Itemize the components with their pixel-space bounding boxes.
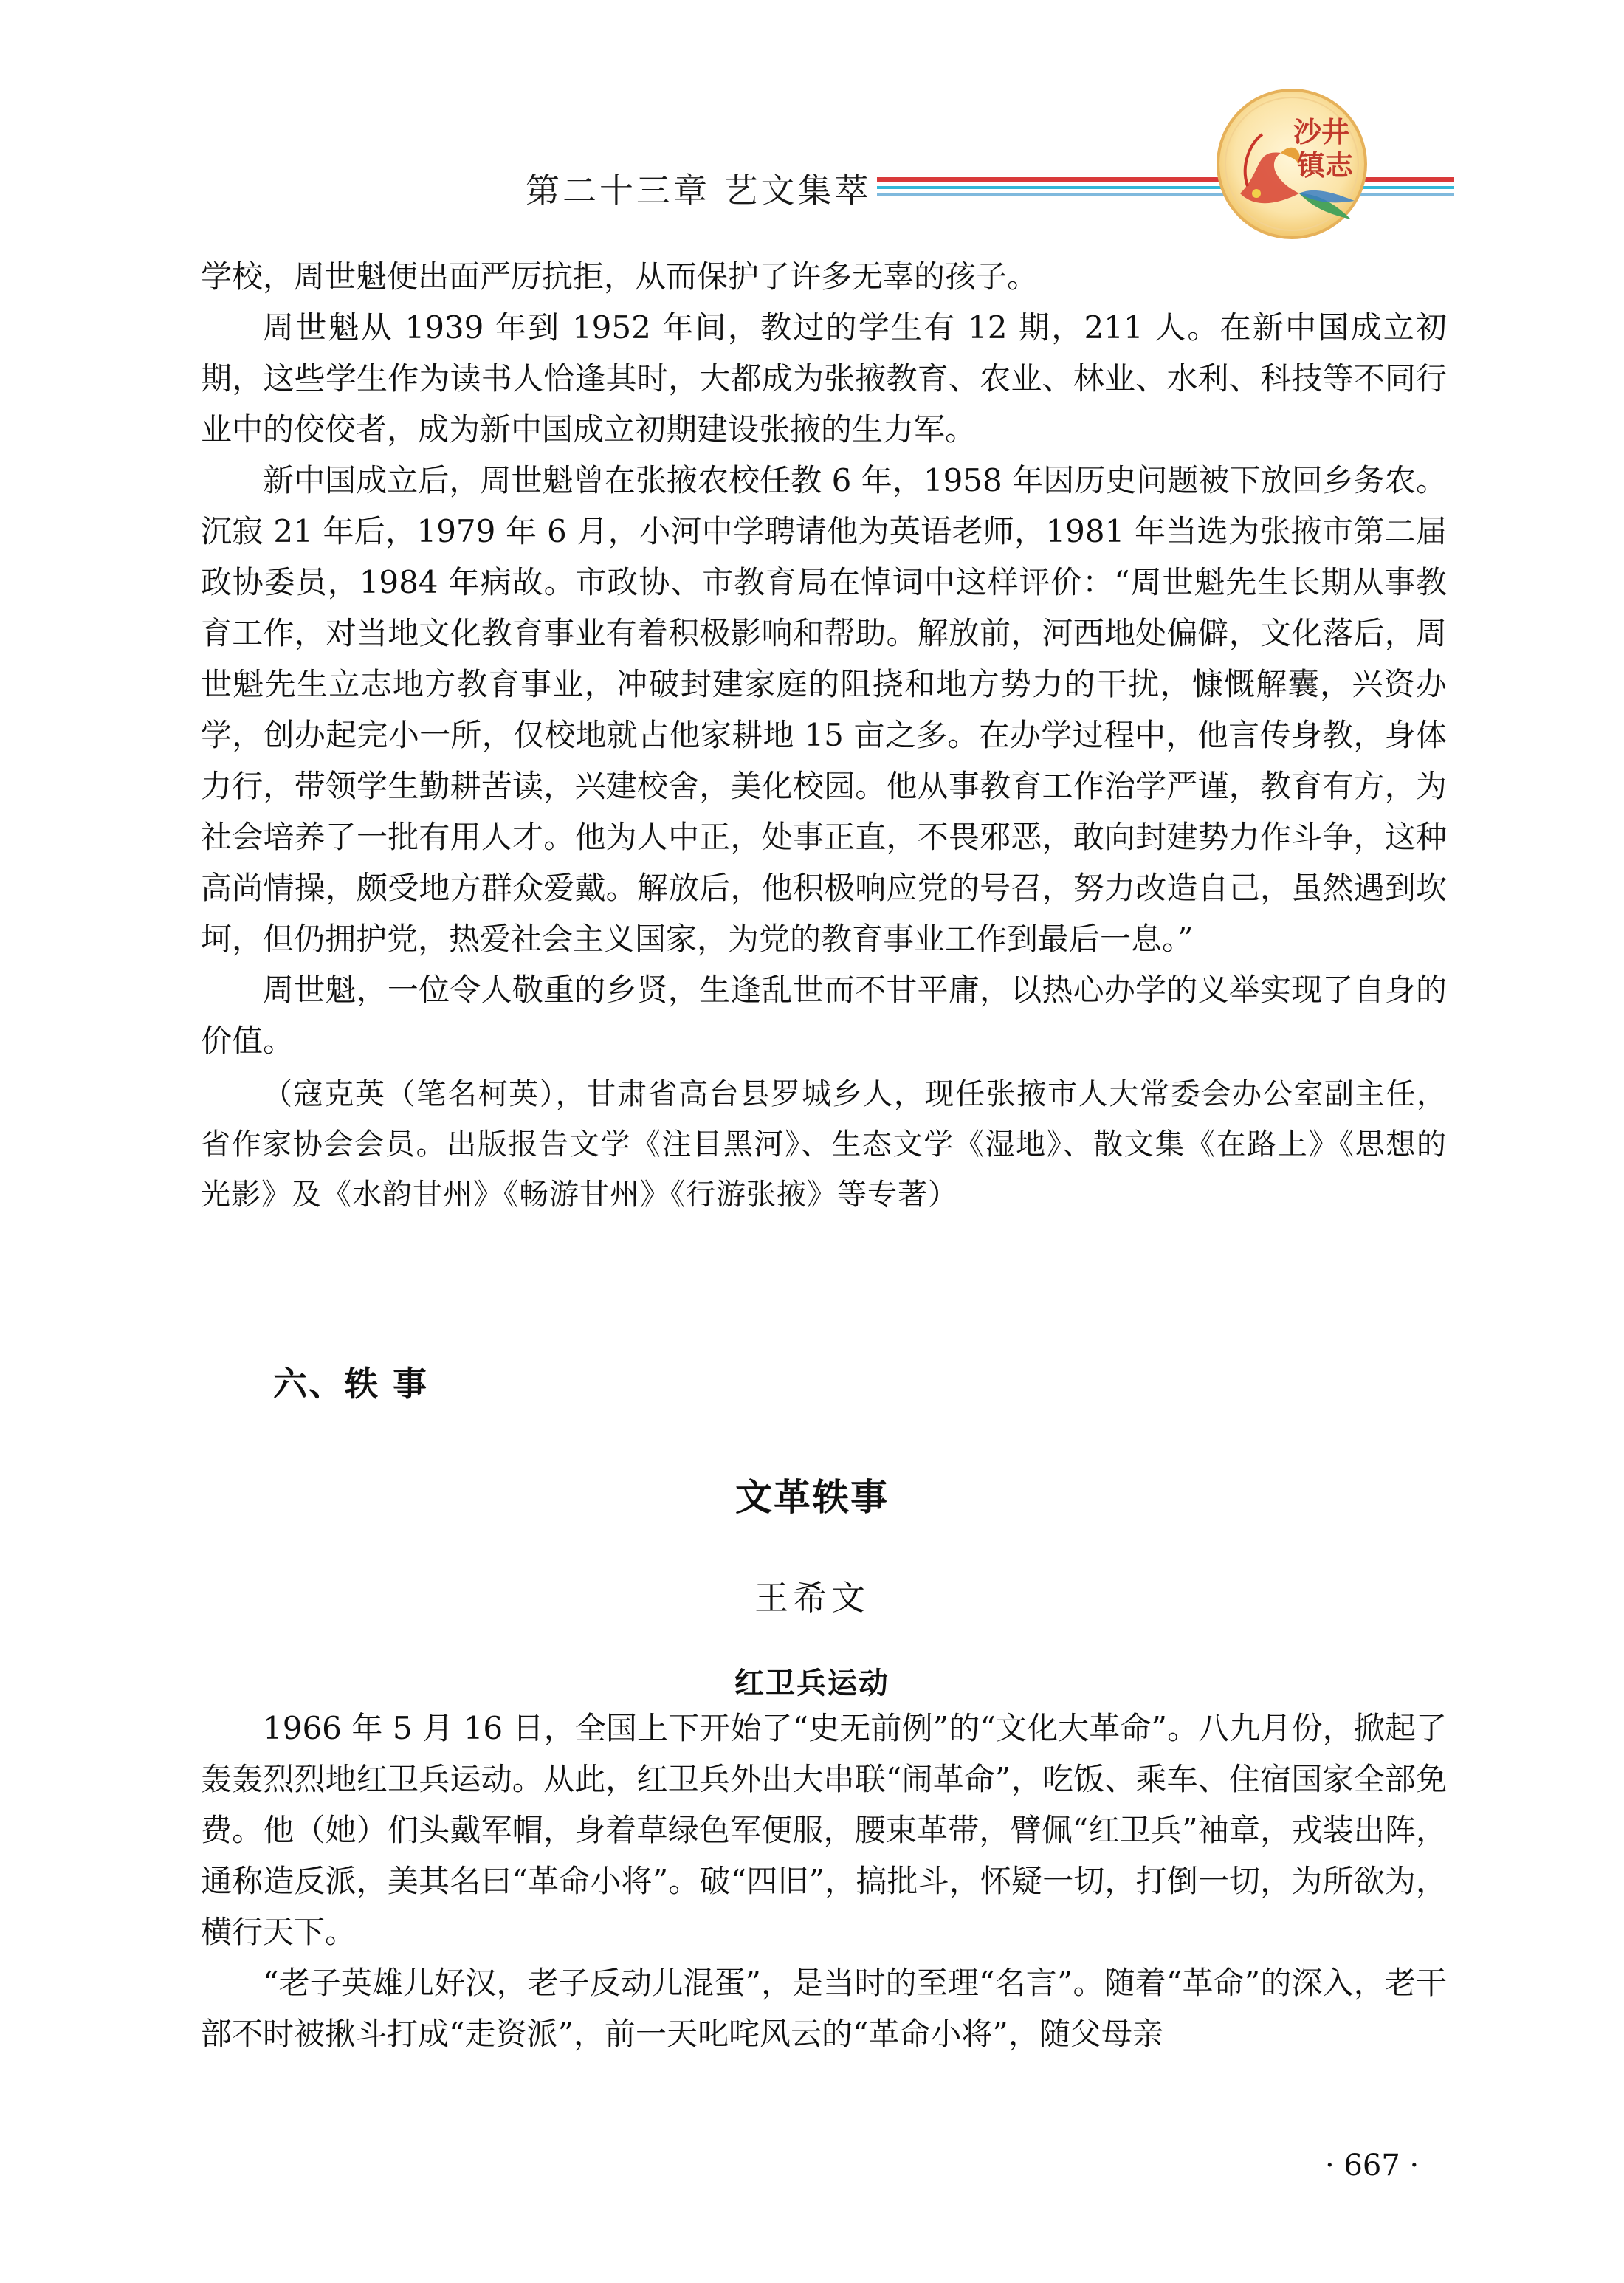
page-header	[0, 0, 1624, 244]
paragraph: 新中国成立后，周世魁曾在张掖农校任教 6 年，1958 年因历史问题被下放回乡务农。沉寂 21 年后，1979 年 6 月，小河中学聘请他为英语老师，1981 年当选为张掖市第二届政协委员，1984 年病故。市政协、市教育局在悼词中这样评价：“周世魁先生长期从事教育工作，对当地文化教育事业有着积极影响和帮助。解放前，河西地处偏僻，文化落后，周世魁先生立志地方教育事业，冲破封建家庭的阻挠和地方势力的干扰，慷慨解囊，兴资办学，创办起完小一所，仅校地就占他家耕地 15 亩之多。在办学过程中，他言传身教，身体力行，带领学生勤耕苦读，兴建校舍，美化校园。他从事教育工作治学严谨，教育有方，为社会培养了一批有用人才。他为人中正，处事正直，不畏邪恶，敢向封建势力作斗争，这种高尚情操，颇受地方群众爱戴。解放后，他积极响应党的号召，努力改造自己，虽然遇到坎坷，但仍拥护党，热爱社会主义国家，为党的教育事业工作到最后一息。”	[201, 462, 1447, 957]
paragraph: 周世魁，一位令人敬重的乡贤，生逢乱世而不甘平庸，以热心办学的义举实现了自身的价值。	[201, 972, 1447, 1059]
main-text	[201, 251, 1447, 1220]
paragraph: 学校，周世魁便出面严厉抗拒，从而保护了许多无辜的孩子。	[201, 258, 1039, 295]
page-number: · 667 ·	[1325, 2149, 1420, 2183]
seal-text-line2: 镇志	[1296, 148, 1354, 182]
paragraph: 1966 年 5 月 16 日，全国上下开始了“史无前例”的“文化大革命”。八九月份，掀起了轰轰烈烈地红卫兵运动。从此，红卫兵外出大串联“闹革命”，吃饭、乘车、住宿国家全部免费。他（她）们头戴军帽，身着草绿色军便服，腰束革带，臂佩“红卫兵”袖章，戎装出阵，通称造反派，美其名曰“革命小将”。破“四旧”，搞批斗，怀疑一切，打倒一切，为所欲为，横行天下。	[201, 1710, 1447, 1950]
article-author: 王希文	[754, 1578, 870, 1618]
section-heading: 六、轶 事	[273, 1364, 429, 1404]
town-chronicle-seal-logo	[1211, 83, 1373, 245]
paragraph: 周世魁从 1939 年到 1952 年间，教过的学生有 12 期，211 人。在新中国成立初期，这些学生作为读书人恰逢其时，大都成为张掖教育、农业、林业、水利、科技等不同行业中的佼佼者，成为新中国成立初期建设张掖的生力军。	[201, 309, 1447, 447]
chapter-title: 第二十三章 艺文集萃	[526, 171, 872, 210]
paragraph: “老子英雄儿好汉，老子反动儿混蛋”，是当时的至理“名言”。随着“革命”的深入，老干部不时被揪斗打成“走资派”，前一天叱咤风云的“革命小将”，随父母亲	[201, 1965, 1447, 2052]
article-text	[201, 1703, 1447, 2059]
article-title: 文革轶事	[735, 1475, 889, 1519]
author-bio: （寇克英（笔名柯英），甘肃省高台县罗城乡人，现任张掖市人大常委会办公室副主任，省作家协会会员。出版报告文学《注目黑河》、生态文学《湿地》、散文集《在路上》《思想的光影》及《水韵甘州》《畅游甘州》《行游张掖》等专著）	[201, 1077, 1447, 1212]
sub-heading: 红卫兵运动	[734, 1666, 890, 1700]
seal-text-line1: 沙井	[1293, 115, 1350, 148]
